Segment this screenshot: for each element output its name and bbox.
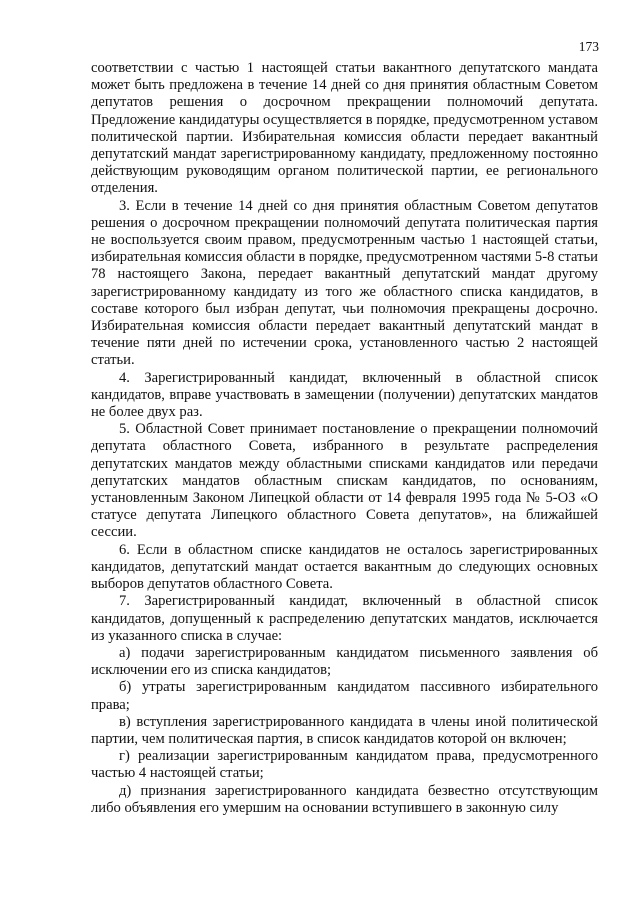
list-item: г) реализации зарегистрированным кандидатом права, предусмотренного частью 4 настоящей статьи; [91,748,598,782]
paragraph: 7. Зарегистрированный кандидат, включенный в областной список кандидатов, допущенный к распределению депутатских мандатов, исключается из указанного списка в случае: [91,593,598,644]
paragraph: соответствии с частью 1 настоящей статьи вакантного депутатского мандата может быть предложена в течение 14 дней со дня принятия областным Советом депутатов решения о досрочном прекращении полномочий депутата. Предложение кандидатуры осуществляется в порядке, предусмотренном уставом политической партии. Избирательная комиссия области передает вакантный депутатский мандат зарегистрированному кандидату, предложенному постоянно действующим руководящим органом политической партии, ее регионального отделения. [91,60,598,197]
paragraph: 3. Если в течение 14 дней со дня принятия областным Советом депутатов решения о досрочном прекращении полномочий депутата политическая партия не воспользуется своим правом, предусмотренным частью 1 настоящей статьи, избирательная комиссия области в порядке, предусмотренном частями 5-8 статьи 78 настоящего Закона, передает вакантный депутатский мандат другому зарегистрированному кандидату из того же областного списка кандидатов, в составе которого был избран депутат, чьи полномочия прекращены досрочно. Избирательная комиссия области передает вакантный депутатский мандат в течение пяти дней по истечении срока, установленного частью 2 настоящей статьи. [91,197,598,369]
list-item: в) вступления зарегистрированного кандидата в члены иной политической партии, чем политическая партия, в список кандидатов которой он включен; [91,713,598,747]
document-body [91,60,598,817]
paragraph: 5. Областной Совет принимает постановление о прекращении полномочий депутата областного Совета, избранного в результате распределения депутатских мандатов между областными списками кандидатов или передачи депутатских мандатов областным спискам кандидатов, по основаниям, установленным Законом Липецкой области от 14 февраля 1995 года № 5-ОЗ «О статусе депутата Липецкого областного Совета депутатов», на ближайшей сессии. [91,421,598,541]
paragraph: 4. Зарегистрированный кандидат, включенный в областной список кандидатов, вправе участвовать в замещении (получении) депутатских мандатов не более двух раз. [91,369,598,421]
list-item: д) признания зарегистрированного кандидата безвестно отсутствующим либо объявления его умершим на основании вступившего в законную силу [91,782,598,816]
list-item: а) подачи зарегистрированным кандидатом письменного заявления об исключении его из списка кандидатов; [91,644,598,679]
paragraph: 6. Если в областном списке кандидатов не осталось зарегистрированных кандидатов, депутатский мандат остается вакантным до следующих основных выборов депутатов областного Совета. [91,541,598,593]
page-number: 173 [578,39,599,54]
list-item: б) утраты зарегистрированным кандидатом пассивного избирательного права; [91,679,598,713]
